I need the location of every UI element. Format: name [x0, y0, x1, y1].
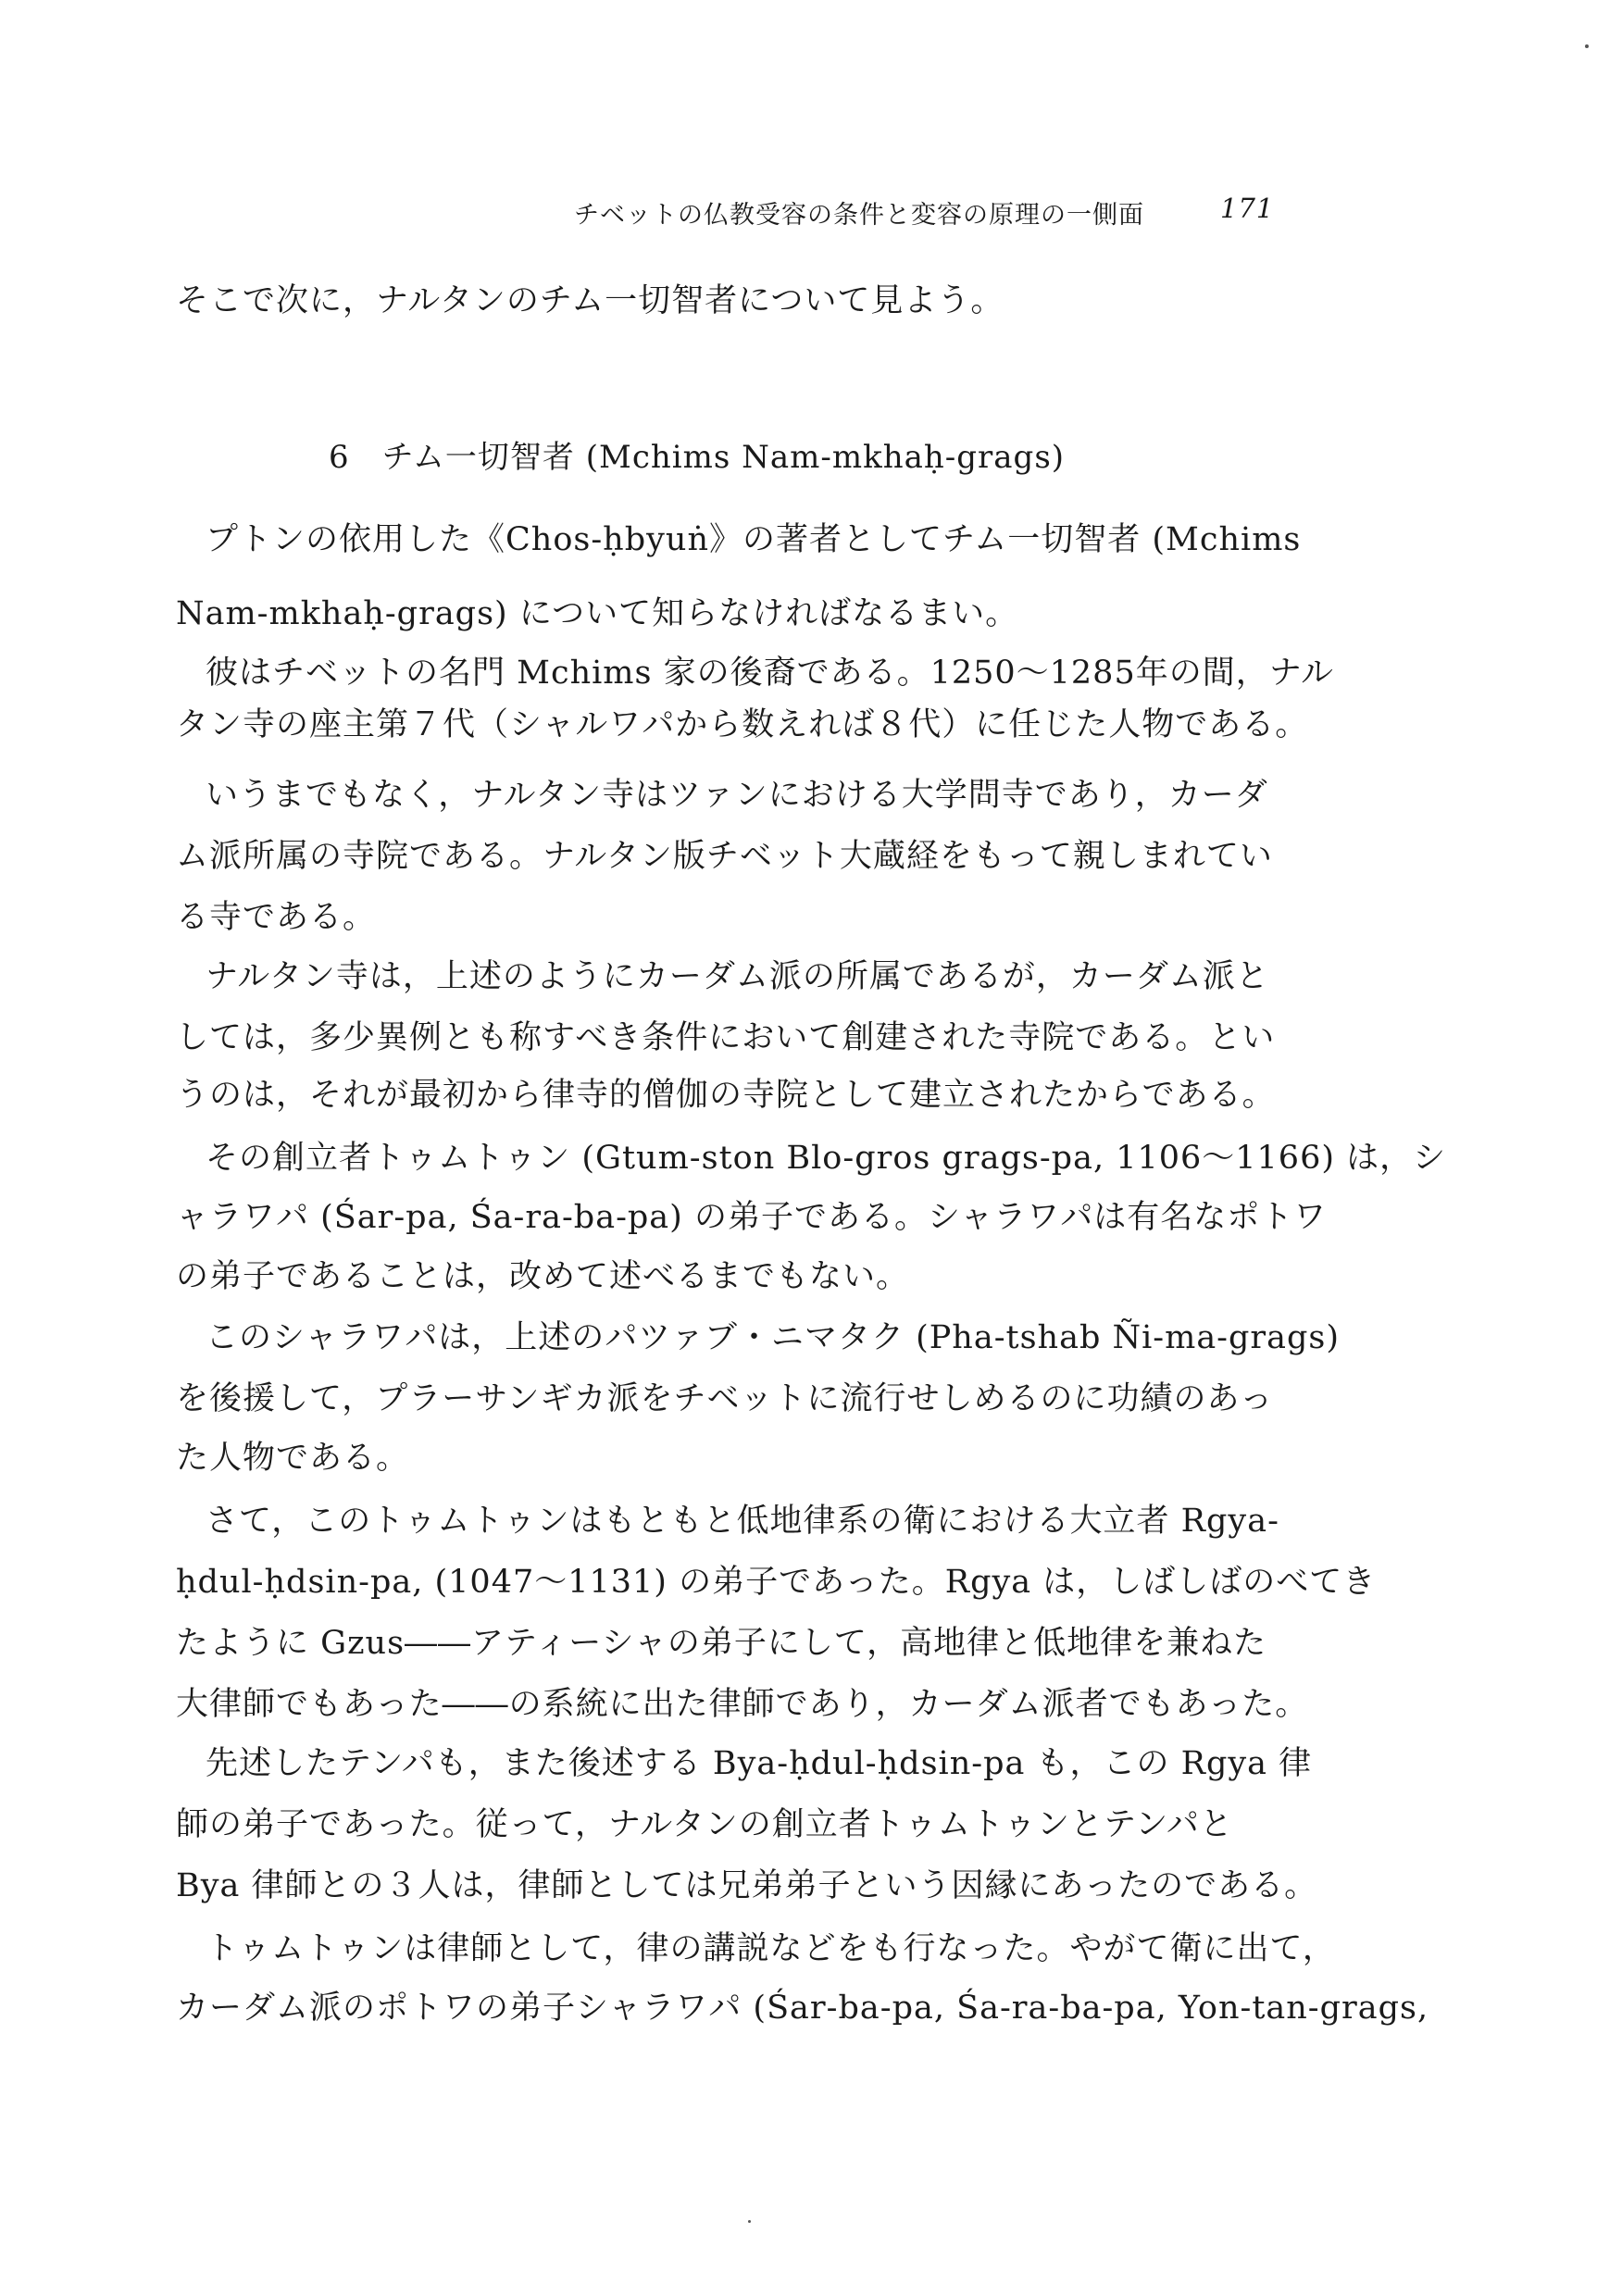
text-line: その創立者トゥムトゥン (Gtum-ston Blo-gros grags-pa, 1106〜1166) は，シ [206, 1140, 1447, 1177]
text-line: ャラワパ (Śar-pa, Śa-ra-ba-pa) の弟子である。シャラワパは有名なポトワ [176, 1199, 1328, 1236]
scan-speck [1585, 44, 1589, 48]
text-line: の弟子であることは，改めて述べるまでもない。 [176, 1258, 910, 1295]
text-line: しては，多少異例とも称すべき条件において創建された寺院である。とい [176, 1019, 1276, 1056]
text-line: ナルタン寺は，上述のようにカーダム派の所属であるが，カーダム派と [206, 958, 1269, 995]
text-line: いうまでもなく，ナルタン寺はツァンにおける大学問寺であり，カーダ [206, 777, 1268, 814]
text-line: を後援して，プラーサンギカ派をチベットに流行せしめるのに功績のあっ [176, 1380, 1274, 1417]
text-line: る寺である。 [176, 899, 377, 936]
text-line: このシャラワパは，上述のパツァブ・ニマタク (Pha-tshab Ñi-ma-grags) [206, 1319, 1341, 1356]
running-title: チベットの仏教受容の条件と変容の原理の一側面 [574, 201, 1144, 230]
text-line: カーダム派のポトワの弟子シャラワパ (Śar-ba-pa, Śa-ra-ba-pa, Yon-tan-grags, [176, 1990, 1429, 2027]
text-line: 先述したテンパも，また後述する Bya-ḥdul-ḥdsin-pa も，この Rgya 律 [206, 1745, 1313, 1782]
scan-speck [748, 2220, 751, 2223]
page-number: 171 [1220, 193, 1275, 224]
text-line: 師の弟子であった。従って，ナルタンの創立者トゥムトゥンとテンパと [176, 1806, 1233, 1843]
text-line: トゥムトゥンは律師として，律の講説などをも行なった。やがて衛に出て， [206, 1930, 1336, 1967]
text-line: たように Gzus――アティーシャの弟子にして，高地律と低地律を兼ねた [176, 1625, 1267, 1662]
text-line: さて，このトゥムトゥンはもともと低地律系の衛における大立者 Rgya- [206, 1503, 1279, 1540]
text-line: Bya 律師との３人は，律師としては兄弟弟子という因縁にあったのである。 [176, 1867, 1318, 1904]
text-line: 大律師でもあった――の系統に出た律師であり，カーダム派者でもあった。 [176, 1686, 1309, 1723]
section-heading: 6 チム一切智者 (Mchims Nam-mkhaḥ-grags) [329, 439, 1066, 476]
text-line: 彼はチベットの名門 Mchims 家の後裔である。1250〜1285年の間，ナル [206, 655, 1334, 692]
text-line: Nam-mkhaḥ-grags) について知らなければなるまい。 [176, 595, 1019, 632]
text-line: プトンの依用した《Chos-ḥbyuṅ》の著者としてチム一切智者 (Mchims [206, 521, 1302, 558]
text-line: うのは，それが最初から律寺的僧伽の寺院として建立されたからである。 [176, 1077, 1276, 1114]
text-line: ム派所属の寺院である。ナルタン版チベット大蔵経をもって親しまれてい [176, 838, 1273, 875]
text-line: タン寺の座主第７代（シャルワパから数えれば８代）に任じた人物である。 [176, 706, 1309, 743]
text-line: ḥdul-ḥdsin-pa, (1047〜1131) の弟子であった。Rgya は，しばしばのべてき [176, 1564, 1377, 1601]
intro-line: そこで次に，ナルタンのチム一切智者について見よう。 [176, 282, 1004, 319]
running-header [574, 194, 1278, 231]
text-line: た人物である。 [176, 1440, 410, 1477]
